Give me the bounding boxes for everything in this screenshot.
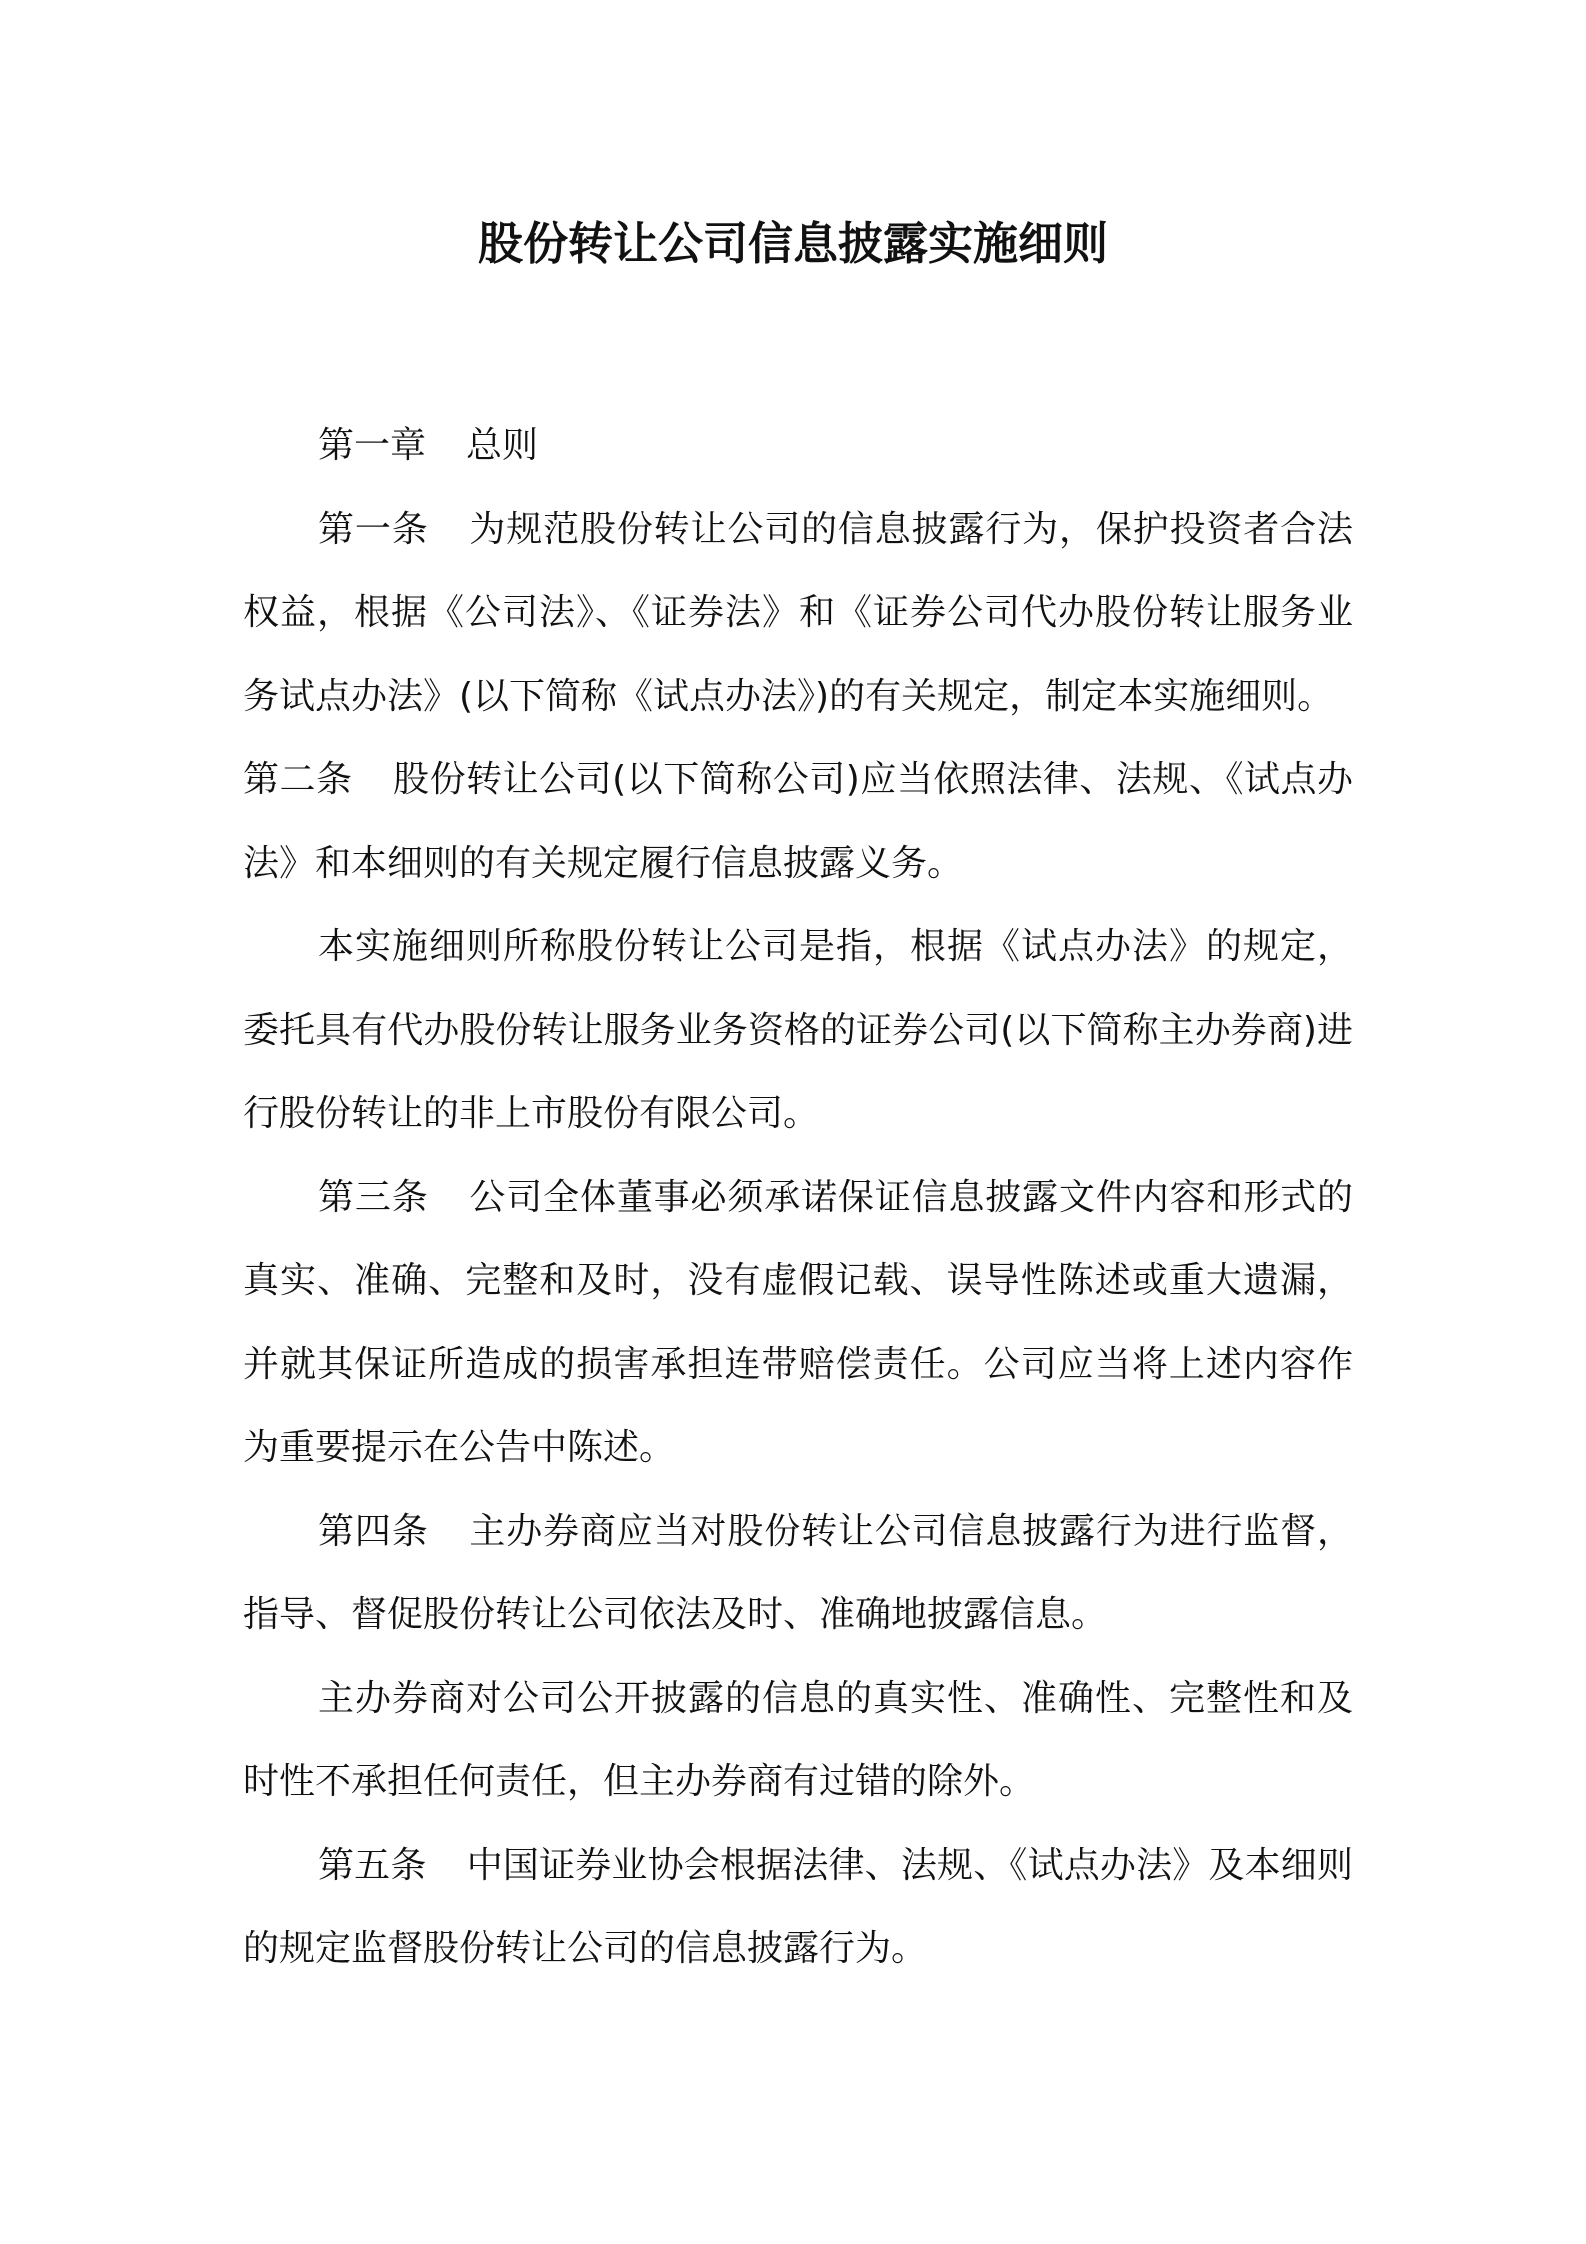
article-2 bbox=[243, 738, 1353, 905]
article-4-text: 主办券商应当对股份转让公司信息披露行为进行监督，指导、督促股份转让公司依法及时、准确地披露信息。 bbox=[243, 1510, 1353, 1635]
article-2-paragraph-2 bbox=[243, 905, 1353, 1156]
article-5-text: 中国证券业协会根据法律、法规、《试点办法》及本细则的规定监督股份转让公司的信息披露行为。 bbox=[243, 1844, 1353, 1969]
chapter-label: 第一章 bbox=[318, 425, 427, 466]
chapter-title: 总则 bbox=[466, 425, 539, 466]
article-1-label: 第一条 bbox=[318, 508, 429, 550]
document-title: 股份转让公司信息披露实施细则 bbox=[477, 217, 1108, 270]
article-1-text: 为规范股份转让公司的信息披露行为，保护投资者合法权益，根据《公司法》、《证券法》和《证券公司代办股份转让服务业务试点办法》(以下简称《试点办法》)的有关规定，制定本实施细则。 bbox=[243, 508, 1353, 717]
article-2-label: 第二条 bbox=[243, 759, 353, 800]
article-3-label: 第三条 bbox=[318, 1176, 429, 1218]
document-body bbox=[243, 404, 1353, 1991]
article-4-label: 第四条 bbox=[318, 1510, 429, 1552]
article-5 bbox=[243, 1824, 1353, 1991]
article-5-label: 第五条 bbox=[318, 1844, 427, 1886]
article-4-paragraph-2 bbox=[243, 1657, 1353, 1824]
article-2-paragraph-2-text: 本实施细则所称股份转让公司是指，根据《试点办法》的规定，委托具有代办股份转让服务业务资格的证券公司(以下简称主办券商)进行股份转让的非上市股份有限公司。 bbox=[243, 926, 1353, 1134]
article-2-text: 股份转让公司(以下简称公司)应当依照法律、法规、《试点办法》和本细则的有关规定履行信息披露义务。 bbox=[243, 759, 1353, 884]
article-3-text: 公司全体董事必须承诺保证信息披露文件内容和形式的真实、准确、完整和及时，没有虚假记载、误导性陈述或重大遗漏，并就其保证所造成的损害承担连带赔偿责任。公司应当将上述内容作为重要提示在公告中陈述。 bbox=[243, 1176, 1353, 1468]
article-1 bbox=[243, 488, 1353, 739]
article-4 bbox=[243, 1490, 1353, 1657]
article-3 bbox=[243, 1156, 1353, 1490]
article-4-paragraph-2-text: 主办券商对公司公开披露的信息的真实性、准确性、完整性和及时性不承担任何责任，但主办券商有过错的除外。 bbox=[243, 1677, 1353, 1802]
chapter-heading bbox=[243, 404, 1353, 488]
